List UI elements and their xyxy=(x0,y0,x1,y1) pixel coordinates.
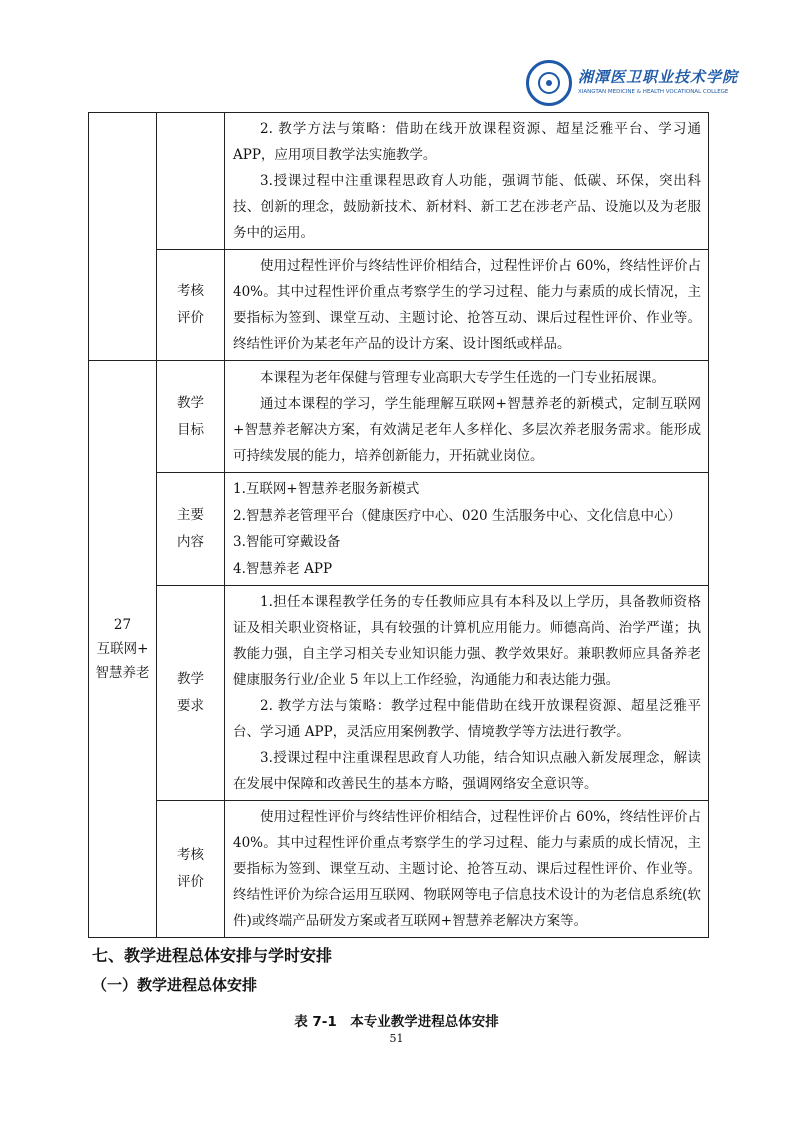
list-item: 1.互联网+智慧养老服务新模式 xyxy=(233,481,420,497)
prev-course-name-cell xyxy=(89,113,157,361)
table-row xyxy=(89,586,709,801)
course-intro: 本课程为老年保健与管理专业高职大专学生任选的一门专业拓展课。 xyxy=(260,369,665,386)
course-table xyxy=(88,112,709,938)
prev-assessment-cell xyxy=(225,250,709,361)
req-label: 要求 xyxy=(177,698,204,714)
course-name-line: 智慧养老 xyxy=(95,665,150,681)
assess-label: 评价 xyxy=(177,874,204,890)
req-item: 2. 教学方法与策略：教学过程中能借助在线开放课程资源、超星泛雅平台、学习通 APP，灵活应用案例教学、情境教学等方法进行教学。 xyxy=(233,698,701,740)
course-name-cell xyxy=(89,361,157,938)
list-item: 3.智能可穿戴设备 xyxy=(233,534,341,550)
req-label: 教学 xyxy=(177,671,204,687)
prev-req-label-cell xyxy=(157,113,225,250)
table-row xyxy=(89,250,709,361)
goal-cell xyxy=(225,361,709,473)
table-row xyxy=(89,113,709,250)
table-row xyxy=(89,361,709,473)
req-item: 3.授课过程中注重课程思政育人功能，结合知识点融入新发展理念，解读在发展中保障和改善民生的基本方略，强调网络安全意识等。 xyxy=(233,750,701,792)
prev-assessment-label: 评价 xyxy=(177,310,204,326)
prev-method-item: 2. 教学方法与策略：借助在线开放课程资源、超星泛雅平台、学习通 APP，应用项目教学法实施教学。 xyxy=(233,121,701,163)
req-item: 1.担任本课程教学任务的专任教师应具有本科及以上学历，具备教师资格证及相关职业资格证，具有较强的计算机应用能力。师德高尚、治学严谨；执教能力强，自主学习相关专业知识能力强、教学效果好。兼职教师应具备养老健康服务行业/企业 5 年以上工作经验，沟通能力和表达能力强。 xyxy=(233,594,701,688)
content-label-cell xyxy=(157,473,225,586)
goal-text: 通过本课程的学习，学生能理解互联网+智慧养老的新模式，定制互联网+智慧养老解决方案，有效满足老年人多样化、多层次养老服务需求。能形成可持续发展的能力，培养创新能力，开拓就业岗位。 xyxy=(233,395,701,464)
content-label: 主要 xyxy=(177,507,204,523)
page-number: 51 xyxy=(389,1032,404,1045)
req-label-cell xyxy=(157,586,225,801)
table-row xyxy=(89,473,709,586)
assess-text: 使用过程性评价与终结性评价相结合，过程性评价占 60%，终结性评价占 40%。其中过程性评价重点考察学生的学习过程、能力与素质的成长情况，主要指标为签到、课堂互动、主题讨论、抢答互动、课后过程性评价、作业等。终结性评价为综合运用互联网、物联网等电子信息技术设计的为老信息系统(软件)或终端产品研发方案或者互联网+智慧养老解决方案等。 xyxy=(233,809,701,929)
prev-methods-cell xyxy=(225,113,709,250)
subsection-heading: （一）教学进程总体安排 xyxy=(92,976,258,994)
table-row xyxy=(89,801,709,938)
list-item: 4.智慧养老 APP xyxy=(233,560,333,577)
goal-label: 目标 xyxy=(177,421,204,438)
prev-method-item: 3.授课过程中注重课程思政育人功能，强调节能、低碳、环保，突出科技、创新的理念，鼓励新技术、新材料、新工艺在涉老产品、设施以及为老服务中的运用。 xyxy=(233,173,701,241)
content-cell xyxy=(225,473,709,586)
assess-label: 考核 xyxy=(177,847,204,863)
assess-cell xyxy=(225,801,709,938)
section-heading: 七、教学进程总体安排与学时安排 xyxy=(92,946,333,965)
assess-label-cell xyxy=(157,801,225,938)
list-item: 2.智慧养老管理平台（健康医疗中心、020 生活服务中心、文化信息中心） xyxy=(233,507,681,524)
req-cell xyxy=(225,586,709,801)
prev-assessment-label: 考核 xyxy=(177,283,204,299)
logo-college-name-en: XIANGTAN MEDICINE & HEALTH VOCATIONAL COLLEGE xyxy=(578,89,729,95)
prev-assessment-label-cell xyxy=(157,250,225,361)
goal-label: 教学 xyxy=(177,394,204,411)
college-logo xyxy=(526,60,739,110)
prev-assessment-text: 使用过程性评价与终结性评价相结合，过程性评价占 60%，终结性评价占 40%。其中过程性评价重点考察学生的学习过程、能力与素质的成长情况，主要指标为签到、课堂互动、主题讨论、抢答互动、课后过程性评价、作业等。终结性评价为某老年产品的设计方案、设计图纸或样品。 xyxy=(233,258,701,352)
table-caption: 表 7-1 本专业教学进程总体安排 xyxy=(294,1014,499,1030)
logo-emblem-icon xyxy=(526,60,572,106)
logo-college-name: 湘潭医卫职业技术学院 xyxy=(578,68,739,86)
goal-label-cell xyxy=(157,361,225,473)
course-name-line: 互联网+ xyxy=(96,641,149,657)
course-number: 27 xyxy=(113,617,132,633)
content-label: 内容 xyxy=(177,534,204,550)
